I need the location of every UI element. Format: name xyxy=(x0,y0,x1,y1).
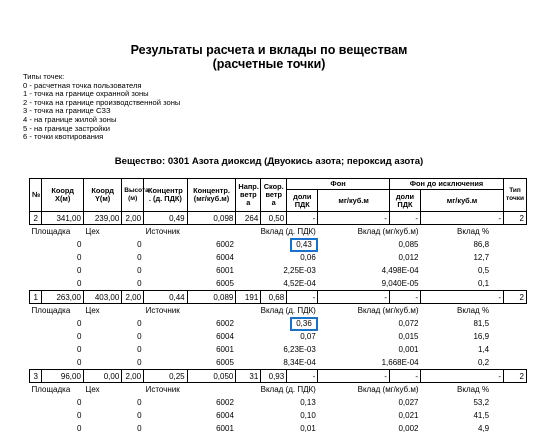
contrib-area: 0 xyxy=(30,409,84,422)
contrib-shop: 0 xyxy=(83,264,143,277)
sub-header-area: Площадка xyxy=(30,383,84,397)
header-background: Фон xyxy=(287,179,390,190)
sub-header-shop: Цех xyxy=(83,383,143,397)
point-bg-mg: - xyxy=(318,212,390,225)
contrib-row xyxy=(30,264,527,277)
spacer xyxy=(491,238,526,251)
point-wind-dir: 191 xyxy=(236,291,261,304)
point-conc-mg: 0,098 xyxy=(187,212,236,225)
substance-title: Вещество: 0301 Азота диоксид (Двуокись азота; пероксид азота) xyxy=(0,156,538,167)
sub-header-contrib-mg: Вклад (мг/куб.м) xyxy=(318,225,421,239)
contrib-pdk-highlight: 0,43 xyxy=(292,240,316,250)
contrib-row xyxy=(30,422,527,435)
spacer xyxy=(491,383,526,397)
legend-item: 6 - точки квотирования xyxy=(23,133,180,142)
contrib-shop: 0 xyxy=(83,238,143,251)
sub-header-shop: Цех xyxy=(83,225,143,239)
contrib-row xyxy=(30,238,527,251)
header-bg-pdk: доли ПДК xyxy=(287,190,318,212)
header-num: № xyxy=(30,179,42,212)
contrib-pdk: 0,01 xyxy=(236,422,318,435)
contrib-row xyxy=(30,251,527,264)
point-bgx-pdk: - xyxy=(389,291,420,304)
point-bg-pdk: - xyxy=(287,212,318,225)
contrib-pct: 4,9 xyxy=(421,422,492,435)
contrib-mg: 0,027 xyxy=(318,396,421,409)
contrib-pct: 53,2 xyxy=(421,396,492,409)
sub-header-contrib-mg: Вклад (мг/куб.м) xyxy=(318,383,421,397)
results-body xyxy=(30,212,527,435)
header-bg-before: Фон до исключения xyxy=(389,179,503,190)
contrib-source: 6004 xyxy=(144,330,236,343)
sub-header-contrib-pdk: Вклад (д. ПДК) xyxy=(236,304,318,318)
contrib-source: 6002 xyxy=(144,317,236,330)
point-num: 2 xyxy=(30,212,42,225)
sub-header-shop: Цех xyxy=(83,304,143,318)
point-wind-speed: 0,50 xyxy=(261,212,287,225)
point-bg-pdk: - xyxy=(287,370,318,383)
contrib-area: 0 xyxy=(30,238,84,251)
contrib-mg: 0,002 xyxy=(318,422,421,435)
legend-item: 4 - на границе жилой зоны xyxy=(23,116,180,125)
spacer xyxy=(491,317,526,330)
contrib-mg: 1,668E-04 xyxy=(318,356,421,370)
contrib-area: 0 xyxy=(30,422,84,435)
point-conc-mg: 0,089 xyxy=(187,291,236,304)
sub-header-source: Источник xyxy=(144,383,236,397)
contrib-row xyxy=(30,409,527,422)
header-height: Высота (м) xyxy=(122,179,144,212)
results-table xyxy=(29,178,527,435)
report-title xyxy=(0,43,538,71)
contrib-pct: 41,5 xyxy=(421,409,492,422)
point-conc-mg: 0,050 xyxy=(187,370,236,383)
sub-header-contrib-mg: Вклад (мг/куб.м) xyxy=(318,304,421,318)
point-height: 2,00 xyxy=(122,212,144,225)
legend-item: 3 - точка на границе СЗЗ xyxy=(23,107,180,116)
point-x: 341,00 xyxy=(42,212,83,225)
point-types-legend xyxy=(23,73,180,142)
contrib-area: 0 xyxy=(30,343,84,356)
point-type: 2 xyxy=(504,291,527,304)
point-bgx-mg: - xyxy=(421,370,504,383)
point-row xyxy=(30,370,527,383)
contrib-row xyxy=(30,317,527,330)
contrib-pdk: 0,06 xyxy=(236,251,318,264)
contrib-pdk: 8,34E-04 xyxy=(236,356,318,370)
contrib-shop: 0 xyxy=(83,343,143,356)
contrib-area: 0 xyxy=(30,330,84,343)
header-bgx-pdk: доли ПДК xyxy=(389,190,420,212)
point-num: 1 xyxy=(30,291,42,304)
point-bgx-pdk: - xyxy=(389,212,420,225)
contrib-mg: 4,498E-04 xyxy=(318,264,421,277)
contrib-pdk-highlight: 0,36 xyxy=(292,319,316,329)
contrib-area: 0 xyxy=(30,356,84,370)
legend-item: 0 - расчетная точка пользователя xyxy=(23,82,180,91)
header-bgx-mg: мг/куб.м xyxy=(421,190,504,212)
contrib-shop: 0 xyxy=(83,409,143,422)
contrib-pdk xyxy=(236,238,318,251)
point-conc-pdk: 0,49 xyxy=(144,212,188,225)
spacer xyxy=(491,330,526,343)
contrib-pct: 12,7 xyxy=(421,251,492,264)
header-conc-mg: Концентр. (мг/куб.м) xyxy=(187,179,236,212)
contrib-row xyxy=(30,356,527,370)
contrib-mg: 0,072 xyxy=(318,317,421,330)
point-y: 403,00 xyxy=(83,291,121,304)
point-bgx-mg: - xyxy=(421,212,504,225)
contrib-area: 0 xyxy=(30,264,84,277)
contrib-pdk: 4,52E-04 xyxy=(236,277,318,291)
contrib-mg: 0,012 xyxy=(318,251,421,264)
spacer xyxy=(491,264,526,277)
contrib-shop: 0 xyxy=(83,356,143,370)
sub-header-source: Источник xyxy=(144,304,236,318)
sub-header-source: Источник xyxy=(144,225,236,239)
contrib-shop: 0 xyxy=(83,422,143,435)
spacer xyxy=(491,277,526,291)
contrib-header-row xyxy=(30,383,527,397)
contrib-pct: 0,1 xyxy=(421,277,492,291)
header-point-type: Тип точки xyxy=(504,179,527,212)
contrib-pdk: 0,07 xyxy=(236,330,318,343)
contrib-pct: 86,8 xyxy=(421,238,492,251)
contrib-source: 6002 xyxy=(144,396,236,409)
point-wind-speed: 0,93 xyxy=(261,370,287,383)
contrib-shop: 0 xyxy=(83,330,143,343)
spacer xyxy=(491,343,526,356)
point-row xyxy=(30,212,527,225)
contrib-header-row xyxy=(30,225,527,239)
point-wind-speed: 0,68 xyxy=(261,291,287,304)
contrib-pdk: 6,23E-03 xyxy=(236,343,318,356)
contrib-header-row xyxy=(30,304,527,318)
point-x: 96,00 xyxy=(42,370,83,383)
contrib-shop: 0 xyxy=(83,277,143,291)
spacer xyxy=(491,409,526,422)
contrib-source: 6005 xyxy=(144,356,236,370)
spacer xyxy=(491,251,526,264)
point-bgx-mg: - xyxy=(421,291,504,304)
contrib-mg: 0,085 xyxy=(318,238,421,251)
point-wind-dir: 264 xyxy=(236,212,261,225)
contrib-pct: 0,5 xyxy=(421,264,492,277)
contrib-shop: 0 xyxy=(83,317,143,330)
sub-header-area: Площадка xyxy=(30,225,84,239)
spacer xyxy=(491,356,526,370)
contrib-pct: 16,9 xyxy=(421,330,492,343)
contrib-row xyxy=(30,343,527,356)
header-wind-dir: Напр. ветр а xyxy=(236,179,261,212)
spacer xyxy=(491,225,526,239)
legend-item: 5 - на границе застройки xyxy=(23,125,180,134)
header-y: Коорд Y(м) xyxy=(83,179,121,212)
report-title-line2: (расчетные точки) xyxy=(0,57,538,71)
point-height: 2,00 xyxy=(122,370,144,383)
point-wind-dir: 31 xyxy=(236,370,261,383)
contrib-mg: 9,040E-05 xyxy=(318,277,421,291)
contrib-pct: 1,4 xyxy=(421,343,492,356)
sub-header-contrib-pdk: Вклад (д. ПДК) xyxy=(236,383,318,397)
spacer xyxy=(491,304,526,318)
header-bg-mg: мг/куб.м xyxy=(318,190,390,212)
contrib-mg: 0,015 xyxy=(318,330,421,343)
point-num: 3 xyxy=(30,370,42,383)
contrib-pct: 81,5 xyxy=(421,317,492,330)
point-y: 0,00 xyxy=(83,370,121,383)
contrib-area: 0 xyxy=(30,251,84,264)
contrib-area: 0 xyxy=(30,277,84,291)
contrib-source: 6002 xyxy=(144,238,236,251)
contrib-source: 6004 xyxy=(144,409,236,422)
contrib-source: 6004 xyxy=(144,251,236,264)
header-wind-speed: Скор. ветр а xyxy=(261,179,287,212)
contrib-source: 6001 xyxy=(144,264,236,277)
contrib-pdk xyxy=(236,317,318,330)
contrib-pdk: 0,13 xyxy=(236,396,318,409)
contrib-row xyxy=(30,330,527,343)
contrib-mg: 0,001 xyxy=(318,343,421,356)
contrib-pdk: 0,10 xyxy=(236,409,318,422)
point-type: 2 xyxy=(504,370,527,383)
point-conc-pdk: 0,44 xyxy=(144,291,188,304)
table-header-row xyxy=(30,179,527,190)
contrib-row xyxy=(30,277,527,291)
contrib-source: 6001 xyxy=(144,343,236,356)
contrib-pdk: 2,25E-03 xyxy=(236,264,318,277)
point-bg-mg: - xyxy=(318,370,390,383)
point-height: 2,00 xyxy=(122,291,144,304)
header-x: Коорд X(м) xyxy=(42,179,83,212)
contrib-source: 6001 xyxy=(144,422,236,435)
report-title-line1: Результаты расчета и вклады по веществам xyxy=(0,43,538,57)
contrib-source: 6005 xyxy=(144,277,236,291)
point-type: 2 xyxy=(504,212,527,225)
point-bg-pdk: - xyxy=(287,291,318,304)
legend-item: 1 - точка на границе охранной зоны xyxy=(23,90,180,99)
point-x: 263,00 xyxy=(42,291,83,304)
sub-header-area: Площадка xyxy=(30,304,84,318)
point-conc-pdk: 0,25 xyxy=(144,370,188,383)
point-bg-mg: - xyxy=(318,291,390,304)
contrib-pct: 0,2 xyxy=(421,356,492,370)
contrib-shop: 0 xyxy=(83,251,143,264)
contrib-row xyxy=(30,396,527,409)
point-row xyxy=(30,291,527,304)
contrib-shop: 0 xyxy=(83,396,143,409)
header-conc-pdk: Концентр . (д. ПДК) xyxy=(144,179,188,212)
point-y: 239,00 xyxy=(83,212,121,225)
legend-header: Типы точек: xyxy=(23,73,180,82)
sub-header-contrib-pct: Вклад % xyxy=(421,383,492,397)
contrib-area: 0 xyxy=(30,317,84,330)
point-bgx-pdk: - xyxy=(389,370,420,383)
sub-header-contrib-pdk: Вклад (д. ПДК) xyxy=(236,225,318,239)
contrib-mg: 0,021 xyxy=(318,409,421,422)
spacer xyxy=(491,396,526,409)
sub-header-contrib-pct: Вклад % xyxy=(421,225,492,239)
legend-item: 2 - точка на границе производственной зоны xyxy=(23,99,180,108)
contrib-area: 0 xyxy=(30,396,84,409)
spacer xyxy=(491,422,526,435)
sub-header-contrib-pct: Вклад % xyxy=(421,304,492,318)
